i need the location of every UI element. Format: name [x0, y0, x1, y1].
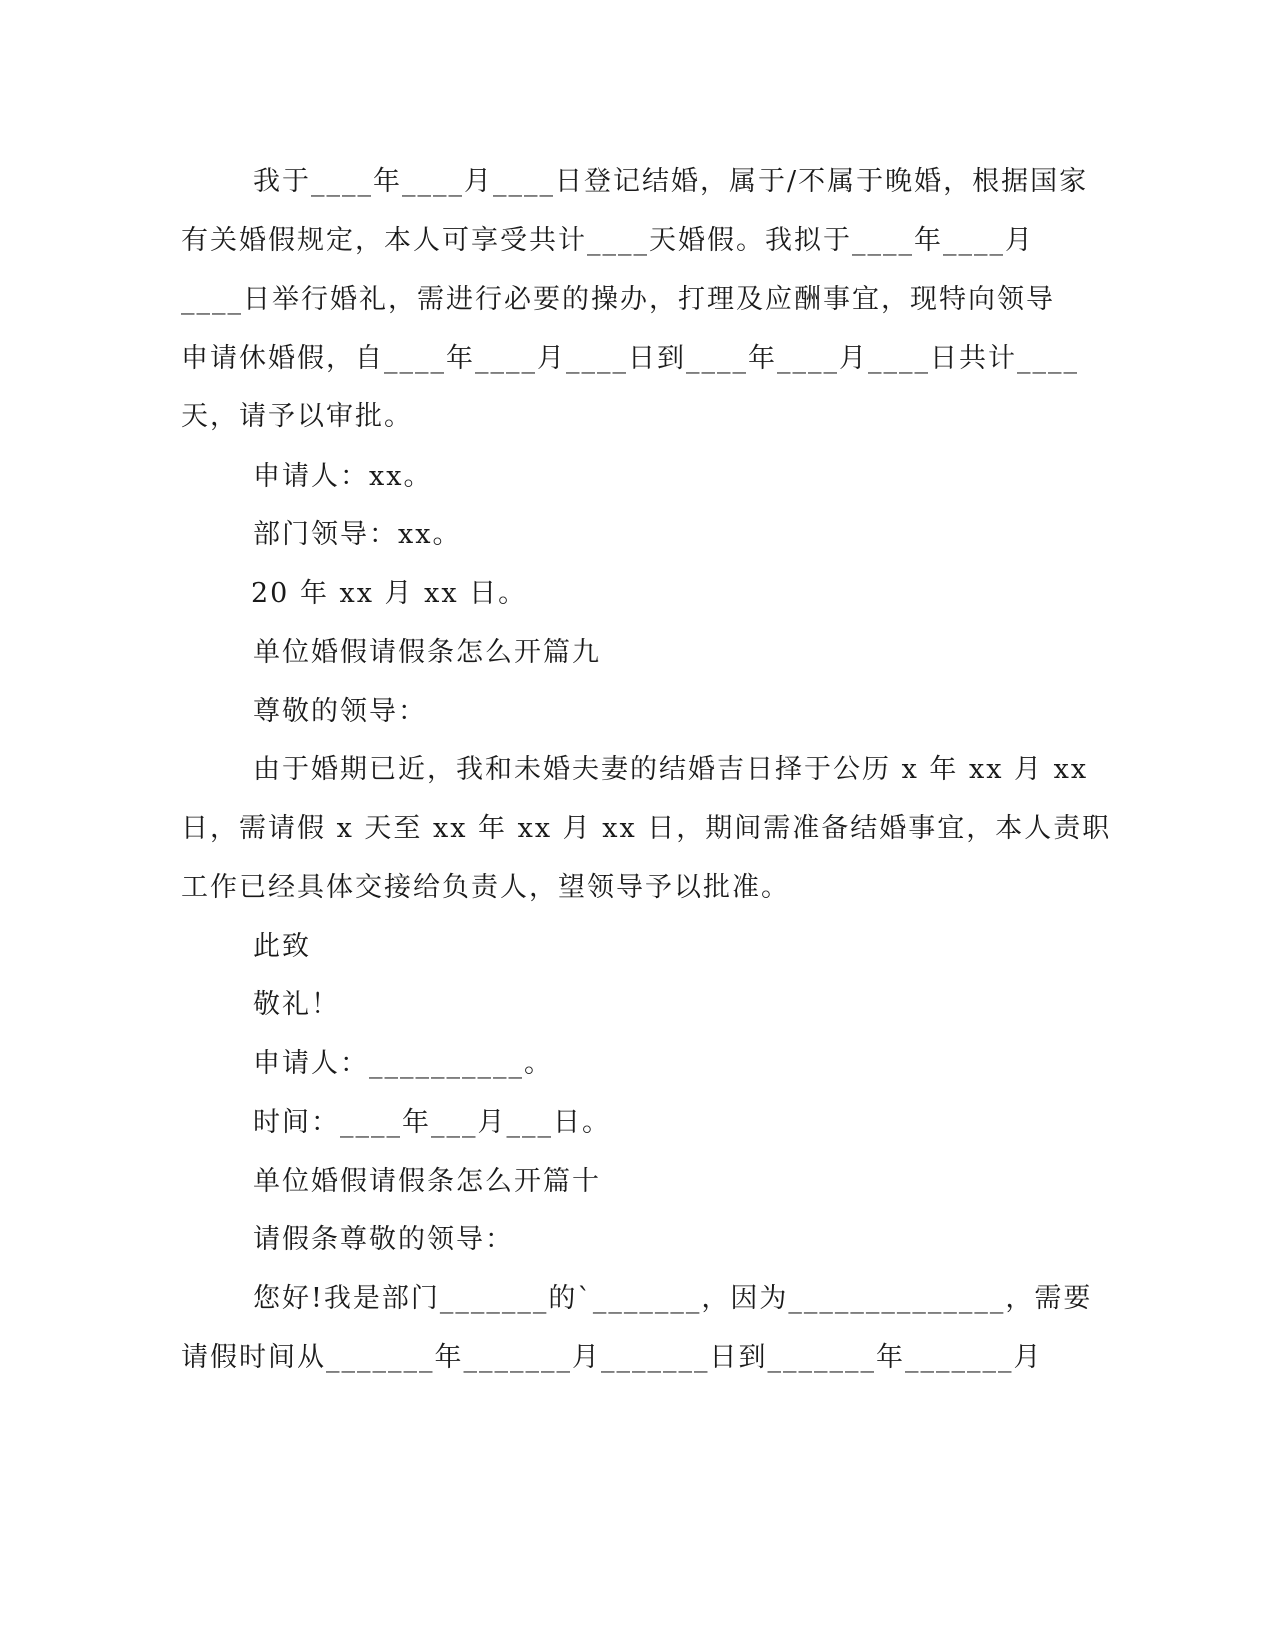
applicant-line: 申请人：__________。 [253, 1048, 553, 1079]
salutation: 尊敬的领导： [253, 696, 427, 727]
paragraph-line: ____日举行婚礼，需进行必要的操办，打理及应酬事宜，现特向领导 [181, 284, 1055, 315]
applicant-line: 申请人：xx。 [253, 461, 433, 492]
date-line: 20 年 xx 月 xx 日。 [251, 578, 528, 609]
paragraph-line: 天，请予以审批。 [181, 401, 413, 432]
department-leader-line: 部门领导：xx。 [253, 519, 462, 550]
section-heading: 单位婚假请假条怎么开篇十 [253, 1166, 601, 1197]
closing-line: 敬礼！ [253, 989, 340, 1020]
paragraph-line: 我于____年____月____日登记结婚，属于/不属于晚婚，根据国家 [253, 166, 1089, 197]
paragraph-line: 由于婚期已近，我和未婚夫妻的结婚吉日择于公历 x 年 xx 月 xx [253, 754, 1089, 785]
paragraph-line: 请假时间从_______年_______月_______日到_______年_______月 [181, 1342, 1043, 1373]
section-heading: 单位婚假请假条怎么开篇九 [253, 637, 601, 668]
paragraph-line: 您好!我是部门_______的`_______，因为______________，需要 [253, 1283, 1093, 1314]
paragraph-line: 有关婚假规定，本人可享受共计____天婚假。我拟于____年____月 [181, 225, 1034, 256]
paragraph-line: 申请休婚假，自____年____月____日到____年____月____日共计____ [181, 343, 1079, 374]
date-line: 时间：____年___月___日。 [253, 1107, 611, 1138]
paragraph-line: 日，需请假 x 天至 xx 年 xx 月 xx 日，期间需准备结婚事宜，本人责职 [181, 813, 1112, 844]
salutation: 请假条尊敬的领导： [253, 1224, 514, 1255]
paragraph-line: 工作已经具体交接给负责人，望领导予以批准。 [181, 872, 790, 903]
closing-line: 此致 [253, 931, 311, 962]
